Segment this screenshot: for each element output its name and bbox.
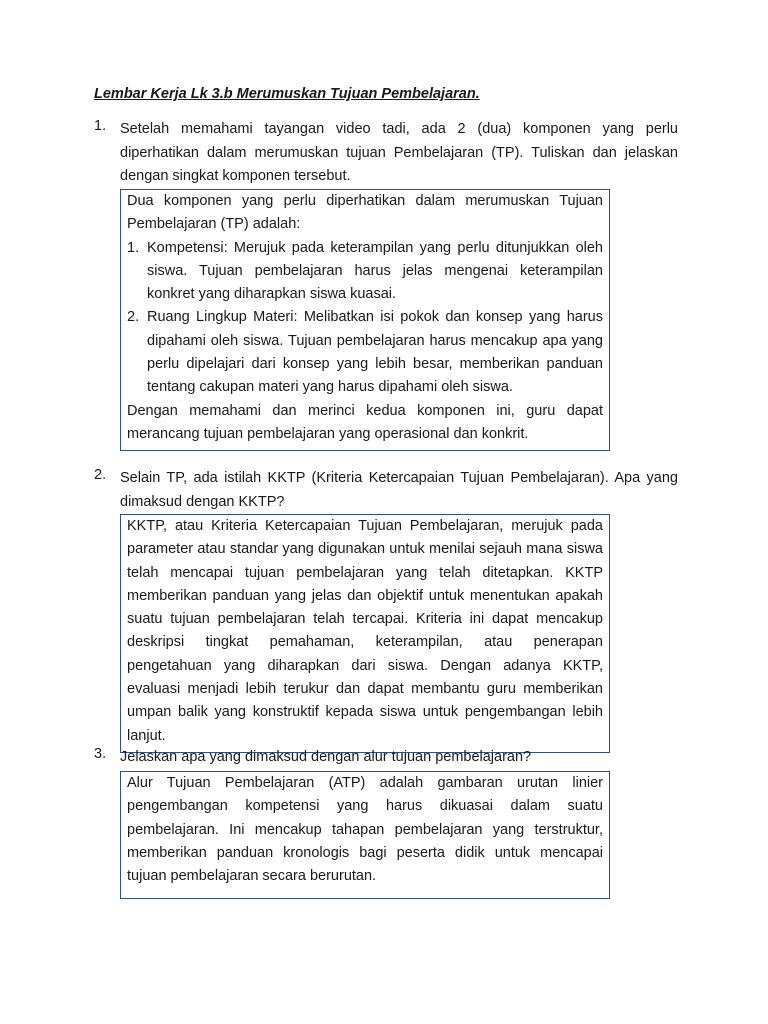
answer-box-2 (120, 514, 610, 753)
question-2 (94, 467, 678, 514)
question-3 (94, 746, 678, 770)
list-item-number: 2. (127, 309, 140, 326)
answer-box-3 (120, 771, 610, 899)
answer-closing: Dengan memahami dan merinci kedua komponen ini, guru dapat merancang tujuan pembelajaran yang operasional dan konkrit. (127, 402, 603, 442)
list-item (127, 306, 603, 399)
answer-text: KKTP, atau Kriteria Ketercapaian Tujuan Pembelajaran, merujuk pada parameter atau standar yang digunakan untuk menilai sejauh mana siswa telah mencapai tujuan pembelajaran yang telah ditetapkan. KKTP memberikan panduan yang jelas dan objektif untuk menentukan apakah suatu tujuan pembelajaran telah tercapai. Kriteria ini dapat mencakup deskripsi tingkat pemahaman, keterampilan, atau penerapan pengetahuan yang diharapkan dari siswa. Dengan adanya KKTP, evaluasi menjadi lebih terukur dan dapat membantu guru memberikan umpan balik yang konstruktif kepada siswa untuk pengembangan lebih lanjut. (127, 518, 603, 744)
question-text: Selain TP, ada istilah KKTP (Kriteria Ketercapaian Tujuan Pembelajaran). Apa yang dimaksud dengan KKTP? (120, 470, 678, 510)
answer-box-1 (120, 189, 610, 451)
question-number: 1. (94, 118, 107, 134)
list-item (127, 237, 603, 307)
question-1 (94, 118, 678, 189)
answer-text: Alur Tujuan Pembelajaran (ATP) adalah gambaran urutan linier pengembangan kompetensi yang harus dikuasai dalam suatu pembelajaran. Ini mencakup tahapan pembelajaran yang terstruktur, memberikan panduan kronologis bagi peserta didik untuk mencapai tujuan pembelajaran secara berurutan. (127, 775, 603, 885)
answer-list (127, 237, 603, 400)
question-text: Jelaskan apa yang dimaksud dengan alur tujuan pembelajaran? (120, 749, 532, 765)
list-item-text: Kompetensi: Merujuk pada keterampilan yang perlu ditunjukkan oleh siswa. Tujuan pembelajaran harus jelas mengenai keterampilan konkret yang diharapkan siswa kuasai. (147, 239, 603, 303)
question-number: 2. (94, 467, 107, 483)
question-number: 3. (94, 746, 107, 762)
worksheet-title: Lembar Kerja Lk 3.b Merumuskan Tujuan Pembelajaran. (94, 86, 480, 102)
list-item-text: Ruang Lingkup Materi: Melibatkan isi pokok dan konsep yang harus dipahami oleh siswa. Tujuan pembelajaran harus mencakup apa yang perlu dipelajari dari konsep yang lebih besar, memberikan panduan tentang cakupan materi yang harus dipahami oleh siswa. (147, 309, 603, 396)
question-text: Setelah memahami tayangan video tadi, ada 2 (dua) komponen yang perlu diperhatikan dalam merumuskan tujuan Pembelajaran (TP). Tuliskan dan jelaskan dengan singkat komponen tersebut. (120, 121, 678, 184)
list-item-number: 1. (127, 239, 140, 256)
answer-intro: Dua komponen yang perlu diperhatikan dalam merumuskan Tujuan Pembelajaran (TP) adalah: (127, 193, 603, 233)
